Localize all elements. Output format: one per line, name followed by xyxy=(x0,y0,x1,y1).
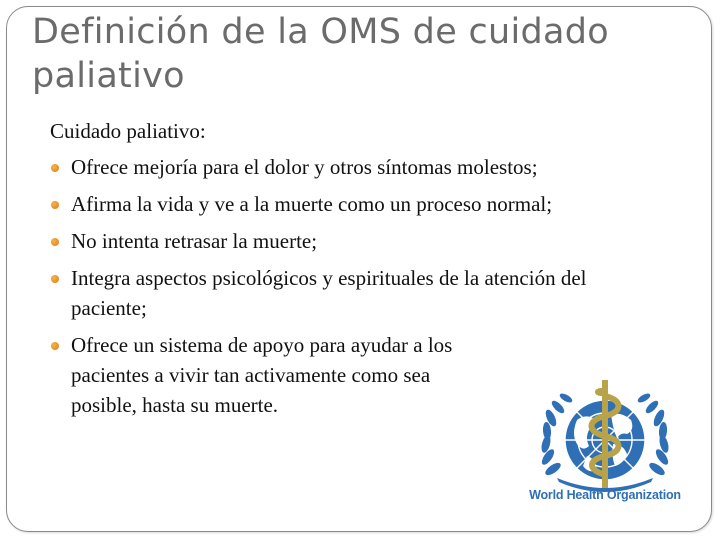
list-item xyxy=(50,189,660,219)
slide-title: Definición de la OMS de cuidado paliativo xyxy=(32,12,610,96)
bullet-icon xyxy=(51,201,59,209)
bullet-icon xyxy=(51,238,59,246)
bullet-text: Ofrece mejoría para el dolor y otros síntomas molestos; xyxy=(71,155,538,179)
list-item xyxy=(50,226,660,256)
list-item xyxy=(50,330,471,420)
bullet-text: Afirma la vida y ve a la muerte como un proceso normal; xyxy=(71,192,553,216)
bullet-icon xyxy=(51,164,59,172)
bullet-icon xyxy=(51,342,59,350)
list-item xyxy=(50,152,660,182)
list-item xyxy=(50,263,660,323)
intro-text: Cuidado paliativo: xyxy=(50,119,206,143)
who-emblem-icon xyxy=(527,374,683,506)
bullet-text: Integra aspectos psicológicos y espirituales de la atención del paciente; xyxy=(71,266,587,320)
bullet-icon xyxy=(51,275,59,283)
bullet-text: No intenta retrasar la muerte; xyxy=(71,229,318,253)
who-caption: World Health Organization xyxy=(529,488,681,502)
bullet-text: Ofrece un sistema de apoyo para ayudar a los pacientes a vivir tan activamente como sea posible, hasta su muerte. xyxy=(71,333,453,417)
